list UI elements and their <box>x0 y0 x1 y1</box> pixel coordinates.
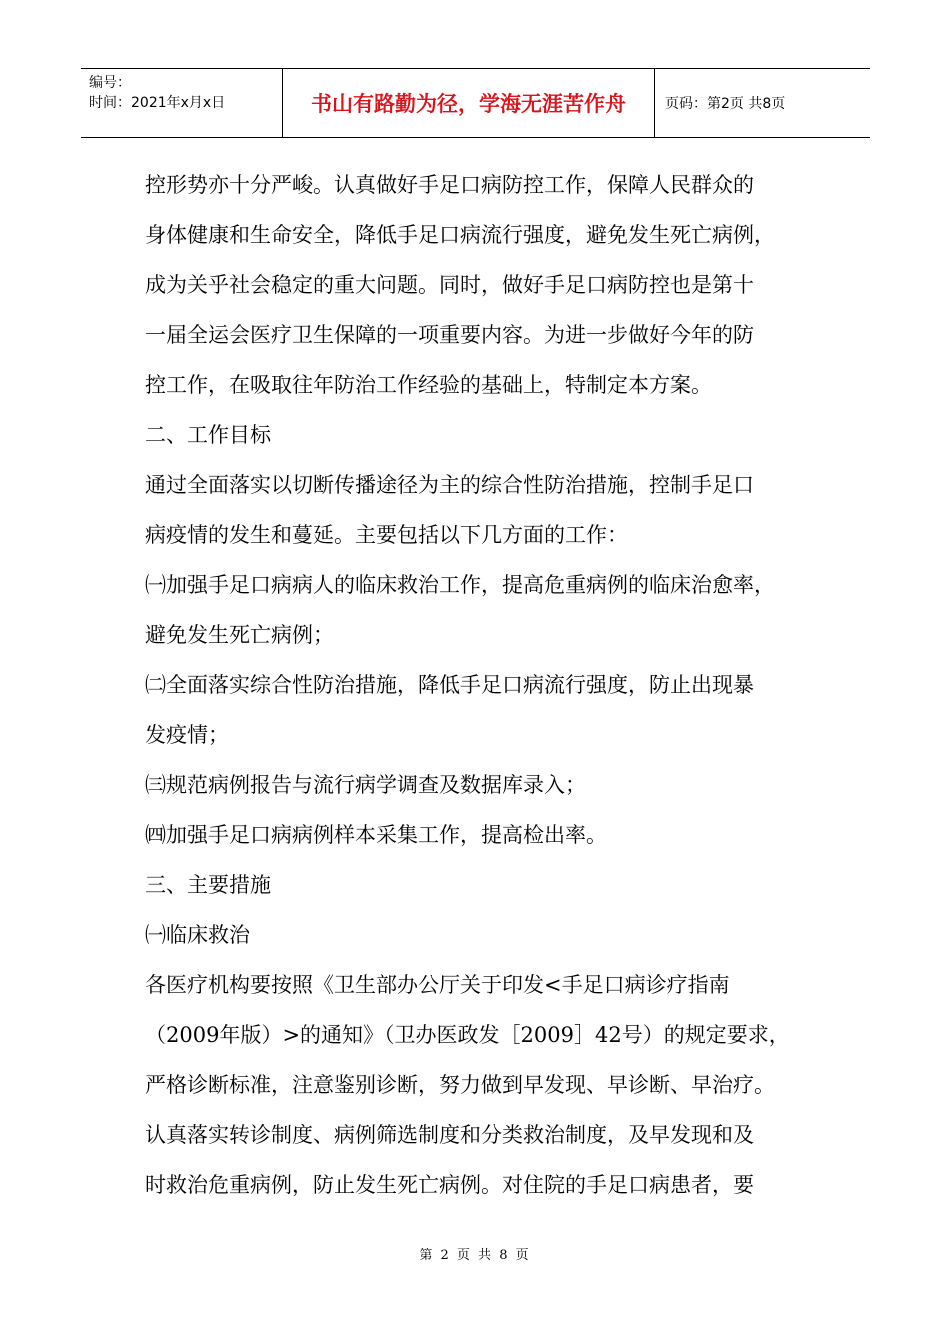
header-page-info: 页码：第2页 共8页 <box>665 96 786 112</box>
body-line: 发疫情； <box>145 723 229 747</box>
body-line: 各医疗机构要按照《卫生部办公厅关于印发<手足口病诊疗指南 <box>145 973 730 997</box>
document-body <box>145 160 813 1210</box>
body-line: ㈠临床救治 <box>145 923 250 947</box>
body-line: ㈠加强手足口病病人的临床救治工作，提高危重病例的临床治愈率， <box>145 573 775 597</box>
body-line: 通过全面落实以切断传播途径为主的综合性防治措施，控制手足口 <box>145 473 754 497</box>
body-line: 控工作，在吸取往年防治工作经验的基础上，特制定本方案。 <box>145 373 712 397</box>
body-line: 认真落实转诊制度、病例筛选制度和分类救治制度，及早发现和及 <box>145 1123 754 1147</box>
body-line: 三、主要措施 <box>145 873 271 897</box>
body-line: 控形势亦十分严峻。认真做好手足口病防控工作，保障人民群众的 <box>145 173 754 197</box>
body-line: 身体健康和生命安全，降低手足口病流行强度，避免发生死亡病例， <box>145 223 775 247</box>
body-line: ㈣加强手足口病病例样本采集工作，提高检出率。 <box>145 823 607 847</box>
doc-date-label: 时间：2021年x月x日 <box>89 95 226 111</box>
body-line: ㈢规范病例报告与流行病学调查及数据库录入； <box>145 773 586 797</box>
body-line: 病疫情的发生和蔓延。主要包括以下几方面的工作： <box>145 523 628 547</box>
body-line: 二、工作目标 <box>145 423 271 447</box>
body-line: 成为关乎社会稳定的重大问题。同时，做好手足口病防控也是第十 <box>145 273 754 297</box>
header-meta <box>81 69 282 137</box>
body-line: 一届全运会医疗卫生保障的一项重要内容。为进一步做好今年的防 <box>145 323 754 347</box>
page-footer: 第 2 页 共 8 页 <box>419 1248 531 1263</box>
body-line: ㈡全面落实综合性防治措施，降低手足口病流行强度，防止出现暴 <box>145 673 754 697</box>
body-line: 严格诊断标准，注意鉴别诊断，努力做到早发现、早诊断、早治疗。 <box>145 1073 775 1097</box>
doc-number-label: 编号： <box>89 75 131 91</box>
body-line: 避免发生死亡病例； <box>145 623 334 647</box>
body-line: 时救治危重病例，防止发生死亡病例。对住院的手足口病患者，要 <box>145 1173 754 1197</box>
header-motto: 书山有路勤为径，学海无涯苦作舟 <box>282 69 655 137</box>
page-header <box>81 68 870 138</box>
body-line: （2009年版）>的通知》（卫办医政发［2009］42号）的规定要求， <box>145 1023 790 1047</box>
